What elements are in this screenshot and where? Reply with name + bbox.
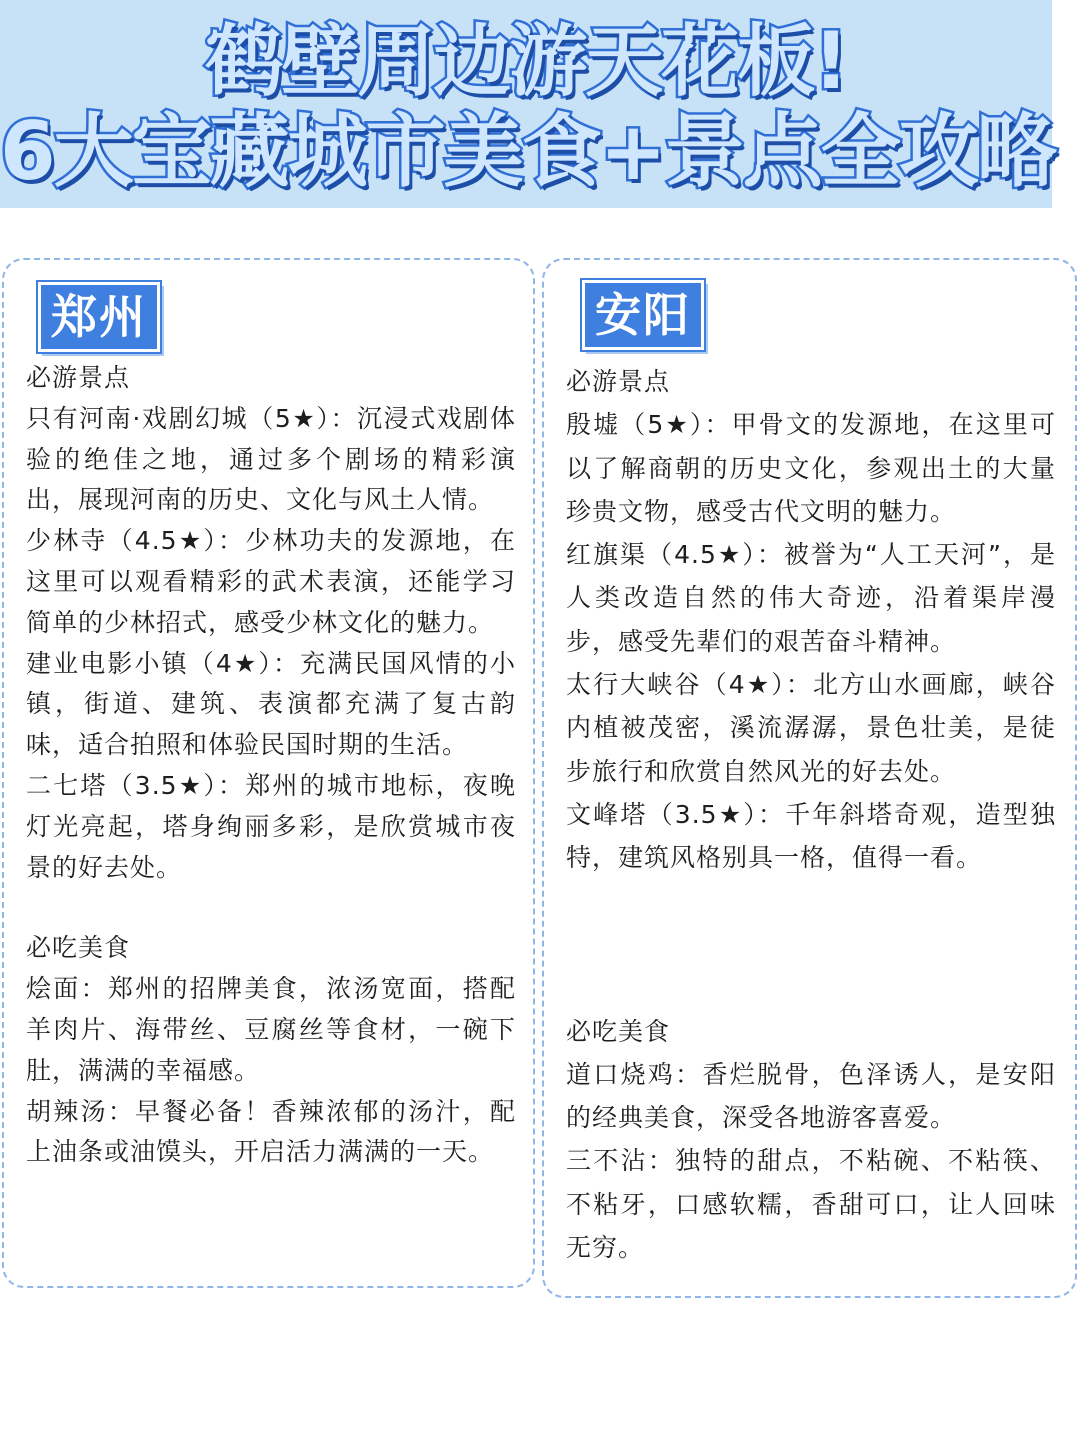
sight-item: 红旗渠（4.5★）：被誉为“人工天河”，是人类改造自然的伟大奇迹，沿着渠岸漫步，感受先辈们的艰苦奋斗精神。 xyxy=(566,540,1056,656)
city-card-zhengzhou xyxy=(2,258,535,1288)
card-body xyxy=(26,358,516,1173)
food-item: 胡辣汤：早餐必备！香辣浓郁的汤汁，配上油条或油馍头，开启活力满满的一天。 xyxy=(26,1096,516,1167)
food-heading: 必吃美食 xyxy=(26,933,131,963)
food-item: 烩面：郑州的招牌美食，浓汤宽面，搭配羊肉片、海带丝、豆腐丝等食材，一碗下肚，满满的幸福感。 xyxy=(26,974,516,1085)
food-item: 道口烧鸡：香烂脱骨，色泽诱人，是安阳的经典美食，深受各地游客喜爱。 xyxy=(566,1059,1056,1133)
sights-heading: 必游景点 xyxy=(26,363,131,392)
sight-item: 建业电影小镇（4★）：充满民国风情的小镇，街道、建筑、表演都充满了复古韵味，适合拍照和体验民国时期的生活。 xyxy=(26,648,516,760)
sight-item: 太行大峡谷（4★）：北方山水画廊，峡谷内植被茂密，溪流潺潺，景色壮美，是徒步旅行和欣赏自然风光的好去处。 xyxy=(566,670,1056,786)
city-card-anyang xyxy=(542,258,1077,1298)
card-body xyxy=(566,360,1056,1269)
sight-item: 文峰塔（3.5★）：千年斜塔奇观，造型独特，建筑风格别具一格，值得一看。 xyxy=(566,799,1056,873)
page-title-line-2: 6大宝藏城市美食+景点全攻略 xyxy=(0,105,1055,198)
city-tag: 安阳 xyxy=(582,280,704,350)
sight-item: 只有河南·戏剧幻城（5★）：沉浸式戏剧体验的绝佳之地，通过多个剧场的精彩演出，展现河南的历史、文化与风土人情。 xyxy=(26,403,516,515)
sight-item: 少林寺（4.5★）：少林功夫的发源地，在这里可以观看精彩的武术表演，还能学习简单的少林招式，感受少林文化的魅力。 xyxy=(26,526,516,637)
sights-heading: 必游景点 xyxy=(566,367,671,396)
food-item: 三不沾：独特的甜点，不粘碗、不粘筷、不粘牙，口感软糯，香甜可口，让人回味无穷。 xyxy=(566,1146,1056,1263)
title-banner xyxy=(0,0,1055,208)
city-tag: 郑州 xyxy=(38,282,160,352)
food-heading: 必吃美食 xyxy=(566,1016,671,1046)
page-title-line-1: 鹤壁周边游天花板! xyxy=(205,17,847,107)
sight-item: 殷墟（5★）：甲骨文的发源地，在这里可以了解商朝的历史文化，参观出土的大量珍贵文物，感受古代文明的魅力。 xyxy=(566,410,1056,526)
sight-item: 二七塔（3.5★）：郑州的城市地标，夜晚灯光亮起，塔身绚丽多彩，是欣赏城市夜景的好去处。 xyxy=(26,770,516,882)
